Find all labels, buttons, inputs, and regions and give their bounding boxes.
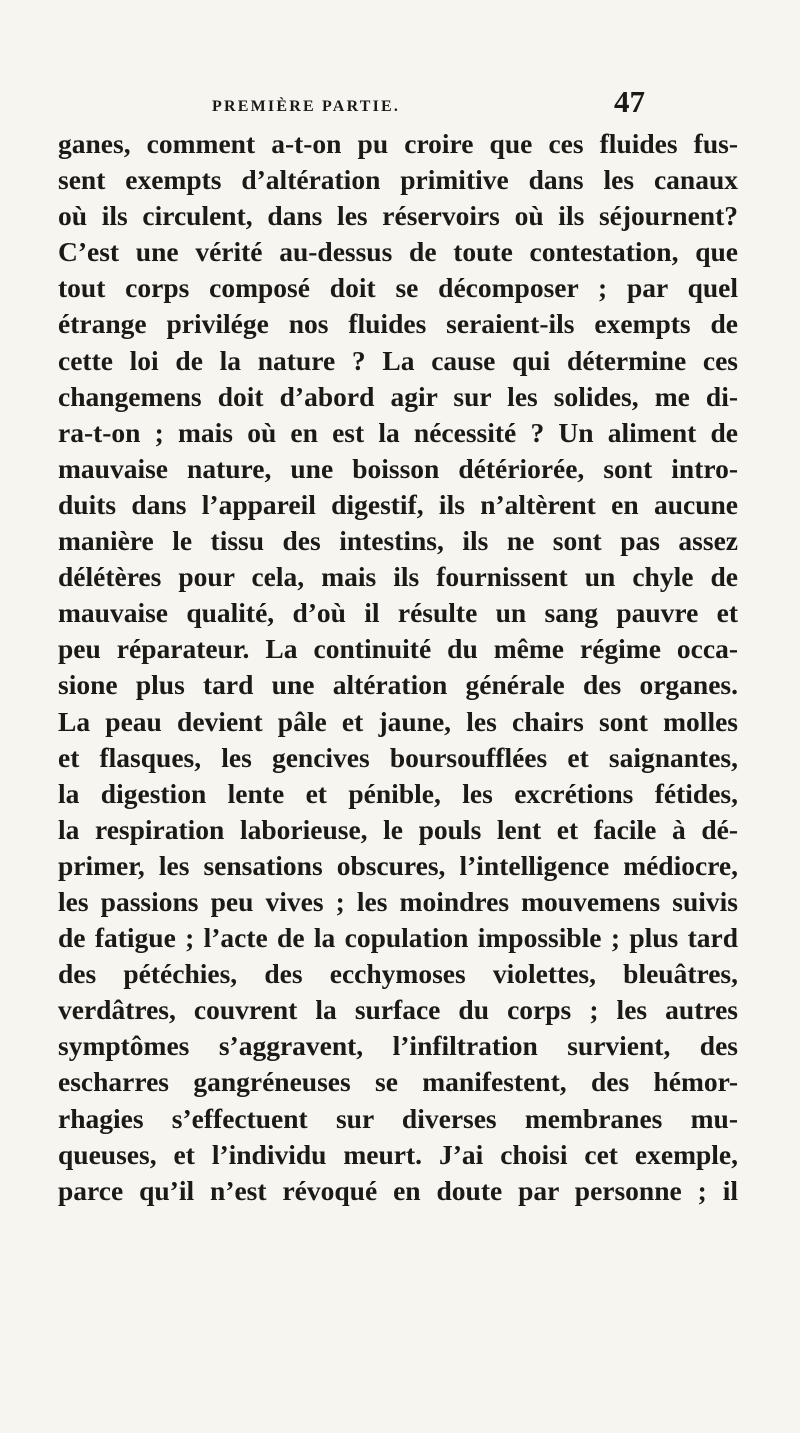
text-line: tout corps composé doit se décomposer ; par quel xyxy=(58,272,738,304)
text-line: La peau devient pâle et jaune, les chairs sont molles xyxy=(58,705,738,737)
text-line: ganes, comment a-t-on pu croire que ces fluides fus- xyxy=(58,128,738,159)
text-line: cette loi de la nature ? La cause qui détermine ces xyxy=(58,344,738,376)
text-line: C’est une vérité au-dessus de toute contestation, que xyxy=(58,236,738,268)
text-line: symptômes s’aggravent, l’infiltration survient, des xyxy=(58,1030,738,1062)
text-line: escharres gangréneuses se manifestent, des hémor- xyxy=(58,1066,738,1098)
running-head xyxy=(200,84,645,124)
text-line: les passions peu vives ; les moindres mouvemens suivis xyxy=(58,885,738,917)
text-line: des pétéchies, des ecchymoses violettes, bleuâtres, xyxy=(58,958,738,990)
body-text xyxy=(58,126,738,1209)
text-line: la respiration laborieuse, le pouls lent et facile à dé- xyxy=(58,813,738,845)
text-line: étrange privilége nos fluides seraient-ils exempts de xyxy=(58,308,738,340)
text-line: ra-t-on ; mais où en est la nécessité ? Un aliment de xyxy=(58,416,738,448)
text-line: sione plus tard une altération générale des organes. xyxy=(58,669,738,701)
text-line: verdâtres, couvrent la surface du corps ; les autres xyxy=(58,994,738,1026)
text-line: mauvaise nature, une boisson détériorée, sont intro- xyxy=(58,452,738,484)
text-line: parce qu’il n’est révoqué en doute par personne ; il xyxy=(58,1174,738,1206)
text-line: rhagies s’effectuent sur diverses membranes mu- xyxy=(58,1102,738,1134)
text-line: changemens doit d’abord agir sur les solides, me di- xyxy=(58,380,738,412)
text-line: et flasques, les gencives boursoufflées et saignantes, xyxy=(58,741,738,773)
text-line: de fatigue ; l’acte de la copulation impossible ; plus tard xyxy=(58,922,738,954)
text-line: primer, les sensations obscures, l’intelligence médiocre, xyxy=(58,849,738,881)
running-title: PREMIÈRE PARTIE. xyxy=(212,98,401,115)
text-line: duits dans l’appareil digestif, ils n’altèrent en aucune xyxy=(58,488,738,520)
text-line: peu réparateur. La continuité du même régime occa- xyxy=(58,633,738,665)
text-line: délétères pour cela, mais ils fournissent un chyle de xyxy=(58,561,738,593)
text-line: sent exempts d’altération primitive dans les canaux xyxy=(58,164,738,196)
text-line: mauvaise qualité, d’où il résulte un sang pauvre et xyxy=(58,597,738,629)
text-line: où ils circulent, dans les réservoirs où ils séjournent? xyxy=(58,200,738,232)
text-line: la digestion lente et pénible, les excrétions fétides, xyxy=(58,777,738,809)
page-number: 47 xyxy=(614,84,645,119)
text-line: manière le tissu des intestins, ils ne sont pas assez xyxy=(58,525,738,557)
text-line: queuses, et l’individu meurt. J’ai choisi cet exemple, xyxy=(58,1138,738,1170)
